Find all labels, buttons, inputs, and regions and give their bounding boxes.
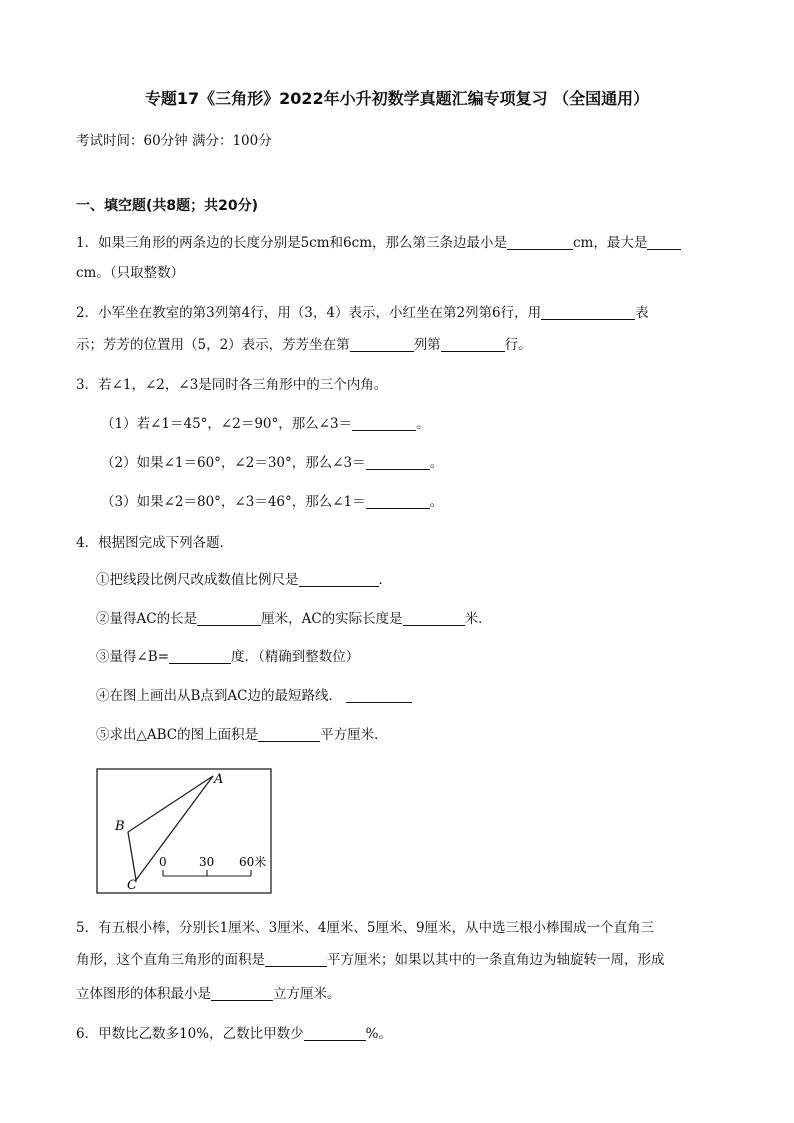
answer-blank[interactable]: [299, 572, 379, 587]
q2-text: 2．小军坐在教室的第3列第4行，用（3，4）表示，小红坐在第2列第6行，用: [76, 305, 542, 321]
exam-info: 考试时间：60分钟 满分：100分: [76, 133, 272, 149]
question-2-line-1: [76, 301, 649, 321]
question-3-stem: 3．若∠1，∠2，∠3是同时各三角形中的三个内角。: [76, 377, 388, 393]
question-3-sub-3: [101, 490, 443, 510]
q4-text: ⑤求出△ABC的图上面积是: [96, 727, 259, 743]
answer-blank[interactable]: [441, 337, 505, 352]
question-4-item-4: [96, 684, 412, 704]
answer-blank[interactable]: [346, 688, 412, 703]
question-5-line-3: [76, 982, 341, 1002]
q4-text: 厘米，AC的实际长度是: [261, 611, 403, 627]
question-1-line-1: [76, 231, 681, 251]
q1-text: cm，最大是: [573, 235, 648, 251]
scale-label-30: 30: [199, 855, 215, 869]
q3-text: 。: [416, 416, 430, 432]
answer-blank[interactable]: [403, 611, 465, 626]
q1-text: 1．如果三角形的两条边的长度分别是5cm和6cm，那么第三条边最小是: [76, 235, 507, 251]
answer-blank[interactable]: [647, 235, 681, 250]
q6-text: %。: [365, 1026, 392, 1042]
q4-text: ①把线段比例尺改成数值比例尺是: [96, 572, 299, 588]
question-4-item-1: [96, 568, 392, 588]
answer-blank[interactable]: [197, 611, 261, 626]
answer-blank[interactable]: [366, 494, 430, 509]
scale-label-60: 60米: [239, 855, 267, 869]
question-1-line-2: [76, 261, 184, 281]
q4-text: ④在图上画出从B点到AC边的最短路线．: [96, 688, 342, 704]
answer-blank[interactable]: [507, 235, 573, 250]
q3-text: 。: [429, 494, 444, 510]
answer-blank[interactable]: [304, 1026, 366, 1041]
page-title: 专题17《三角形》2022年小升初数学真题汇编专项复习 （全国通用）: [144, 89, 650, 108]
q5-text: 立方厘米。: [273, 986, 341, 1002]
q3-text: （2）如果∠1＝60°，∠2＝30°，那么∠3＝: [101, 455, 366, 471]
question-5-line-2: [76, 948, 665, 968]
vertex-c-label: C: [127, 878, 137, 893]
q2-text: 表: [635, 305, 649, 321]
answer-blank[interactable]: [366, 455, 430, 470]
question-3-sub-2: [101, 451, 443, 471]
answer-blank[interactable]: [541, 305, 635, 320]
q6-text: 6．甲数比乙数多10%，乙数比甲数少: [76, 1026, 304, 1042]
vertex-a-label: A: [214, 772, 224, 787]
q3-text: 。: [429, 455, 444, 471]
section-title: 一、填空题(共8题；共20分): [76, 198, 259, 214]
q4-text: 度．（精确到整数位）: [231, 649, 360, 665]
q1-text: cm。（只取整数）: [76, 265, 185, 281]
scale-label-0: 0: [159, 855, 167, 869]
q4-text: ．: [378, 572, 392, 588]
q4-text: ③量得∠B=: [96, 649, 170, 665]
q2-text: 行。: [504, 337, 532, 353]
answer-blank[interactable]: [265, 952, 327, 967]
q4-text: ②量得AC的长是: [96, 611, 198, 627]
triangle-abc-figure: [96, 768, 272, 894]
question-3-sub-1: [101, 412, 430, 432]
question-4-stem: 4．根据图完成下列各题．: [76, 535, 234, 551]
q4-text: 平方厘米．: [320, 727, 388, 743]
question-4-item-5: [96, 723, 388, 743]
q2-text: 示；芳芳的位置用（5，2）表示，芳芳坐在第: [76, 337, 350, 353]
q3-text: （3）如果∠2＝80°，∠3＝46°，那么∠1＝: [101, 494, 366, 510]
answer-blank[interactable]: [352, 416, 416, 431]
q4-text: 米．: [464, 611, 492, 627]
question-4-item-2: [96, 607, 492, 627]
question-4-item-3: [96, 645, 359, 665]
q5-text: 平方厘米；如果以其中的一条直角边为轴旋转一周，形成: [327, 952, 665, 968]
question-2-line-2: [76, 333, 532, 353]
answer-blank[interactable]: [350, 337, 414, 352]
question-5-line-1: 5．有五根小棒，分别长1厘米、3厘米、4厘米、5厘米、9厘米，从中选三根小棒围成一个直角三: [76, 920, 655, 936]
answer-blank[interactable]: [258, 727, 320, 742]
q5-text: 角形，这个直角三角形的面积是: [76, 952, 265, 968]
question-6-line-1: [76, 1022, 392, 1042]
answer-blank[interactable]: [169, 649, 231, 664]
q2-text: 列第: [413, 337, 441, 353]
vertex-b-label: B: [115, 819, 125, 834]
answer-blank[interactable]: [211, 986, 273, 1001]
q5-text: 立体图形的体积最小是: [76, 986, 211, 1002]
q3-text: （1）若∠1＝45°，∠2＝90°，那么∠3＝: [101, 416, 353, 432]
